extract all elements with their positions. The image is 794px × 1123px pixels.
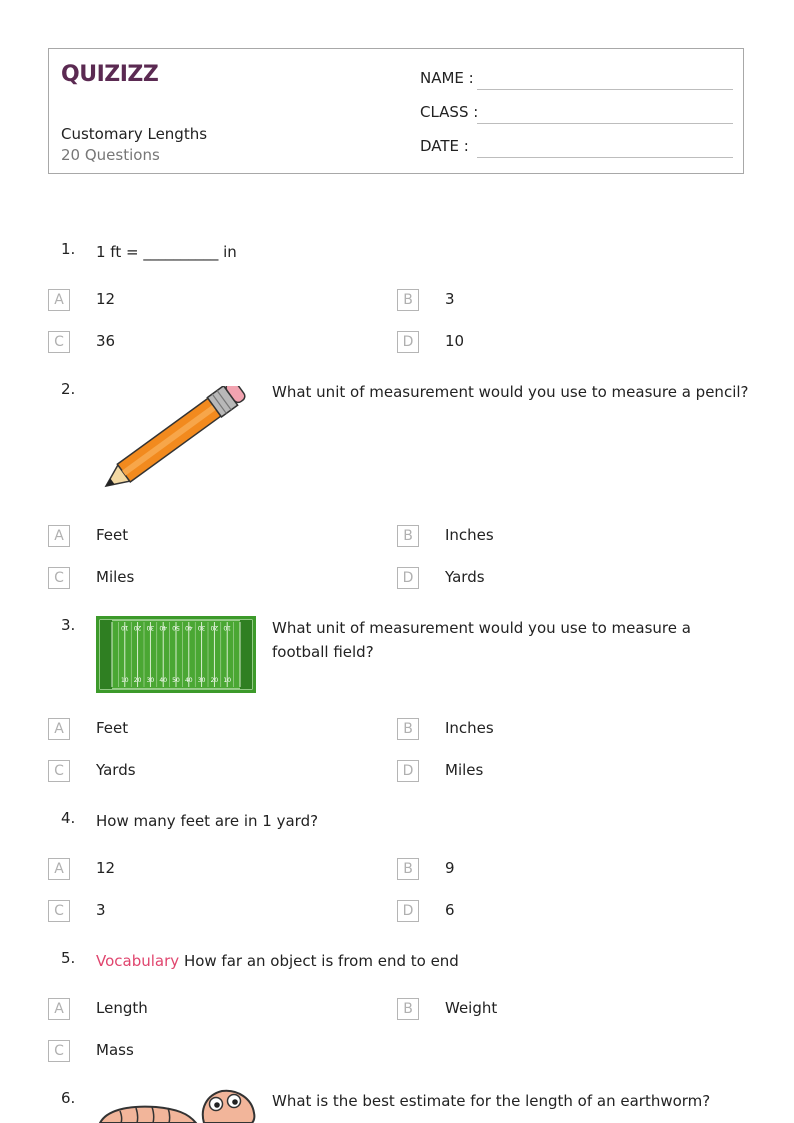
- option-text: Inches: [445, 526, 494, 544]
- question-text: What unit of measurement would you use to measure a football field?: [272, 619, 691, 661]
- option-text: Yards: [96, 761, 136, 779]
- question-text: What is the best estimate for the length of an earthworm?: [272, 1092, 711, 1110]
- option-text: Miles: [96, 568, 135, 586]
- option-text: Inches: [445, 719, 494, 737]
- option-text: Weight: [445, 999, 498, 1017]
- option-letter: B: [397, 998, 419, 1020]
- football-field-image: [96, 616, 256, 693]
- option-letter: A: [48, 289, 70, 311]
- svg-text:QUIZIZZ: QUIZIZZ: [61, 62, 159, 87]
- option-text: 3: [445, 290, 455, 308]
- pencil-image: [100, 386, 252, 494]
- field-number: 30: [197, 624, 206, 631]
- option-text: Miles: [445, 761, 484, 779]
- option-letter: C: [48, 760, 70, 782]
- question-count: 20 Questions: [61, 146, 160, 164]
- date-field[interactable]: [477, 157, 733, 158]
- option-letter: D: [397, 567, 419, 589]
- question-number: 1.: [61, 240, 76, 258]
- option-letter: C: [48, 900, 70, 922]
- field-number: 30: [197, 677, 206, 684]
- question-text: [96, 949, 459, 973]
- option-letter: A: [48, 525, 70, 547]
- field-number: 40: [159, 677, 168, 684]
- option-letter: B: [397, 858, 419, 880]
- field-number: 20: [210, 624, 219, 631]
- option-text: Feet: [96, 719, 129, 737]
- question-number: 6.: [61, 1089, 76, 1107]
- vocabulary-tag: Vocabulary: [96, 952, 180, 970]
- option-letter: B: [397, 525, 419, 547]
- question-number: 4.: [61, 809, 76, 827]
- option-text: 6: [445, 901, 455, 919]
- field-number: 20: [210, 677, 219, 684]
- name-label: NAME :: [420, 69, 474, 87]
- option-text: Feet: [96, 526, 129, 544]
- option-letter: D: [397, 760, 419, 782]
- field-number: 50: [172, 624, 180, 631]
- question-number: 5.: [61, 949, 76, 967]
- option-text: Yards: [445, 568, 485, 586]
- field-number: 50: [172, 677, 180, 684]
- field-number: 30: [146, 624, 155, 631]
- question-text: What unit of measurement would you use to measure a pencil?: [272, 383, 749, 401]
- earthworm-image: [96, 1089, 258, 1123]
- question-text: 1 ft = __________ in: [96, 243, 237, 261]
- name-field[interactable]: [477, 89, 733, 90]
- option-letter: B: [397, 289, 419, 311]
- option-letter: A: [48, 718, 70, 740]
- quizizz-logo: [61, 59, 161, 87]
- field-number: 40: [184, 677, 193, 684]
- option-letter: B: [397, 718, 419, 740]
- worksheet-header: [48, 48, 744, 174]
- field-number: 10: [223, 624, 232, 631]
- option-text: 10: [445, 332, 465, 350]
- field-number: 10: [120, 677, 129, 684]
- option-letter: A: [48, 998, 70, 1020]
- option-text: 36: [96, 332, 116, 350]
- field-number: 20: [133, 677, 142, 684]
- option-text: 12: [96, 859, 116, 877]
- option-letter: C: [48, 567, 70, 589]
- field-number: 40: [184, 624, 193, 631]
- question-body: How far an object is from end to end: [183, 952, 459, 970]
- date-label: DATE :: [420, 137, 469, 155]
- field-number: 30: [146, 677, 155, 684]
- option-text: 9: [445, 859, 455, 877]
- option-letter: D: [397, 900, 419, 922]
- option-text: Mass: [96, 1041, 134, 1059]
- field-number: 40: [159, 624, 168, 631]
- field-number: 20: [133, 624, 142, 631]
- option-text: 12: [96, 290, 116, 308]
- option-letter: D: [397, 331, 419, 353]
- question-number: 2.: [61, 380, 76, 398]
- class-field[interactable]: [477, 123, 733, 124]
- option-letter: C: [48, 331, 70, 353]
- question-text: How many feet are in 1 yard?: [96, 812, 319, 830]
- class-label: CLASS :: [420, 103, 479, 121]
- option-text: Length: [96, 999, 148, 1017]
- option-text: 3: [96, 901, 106, 919]
- worksheet-title: Customary Lengths: [61, 125, 208, 143]
- question-number: 3.: [61, 616, 76, 634]
- option-letter: A: [48, 858, 70, 880]
- option-letter: C: [48, 1040, 70, 1062]
- field-number: 10: [223, 677, 232, 684]
- field-number: 10: [120, 624, 129, 631]
